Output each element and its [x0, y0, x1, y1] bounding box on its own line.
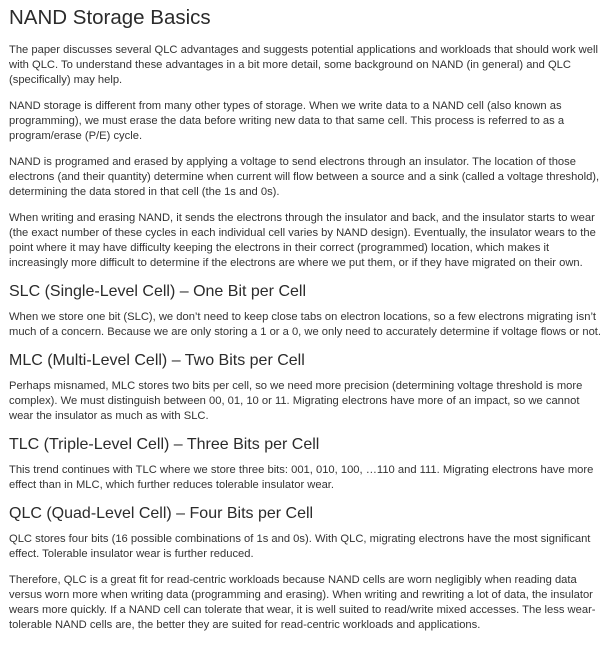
- intro-paragraph-1: The paper discusses several QLC advantages and suggests potential applications and workloads that should work well with QLC. To understand these advantages in a bit more detail, some background on NAND (in general) and QLC (specifically) may help.: [9, 44, 598, 86]
- section-tlc-paragraph: This trend continues with TLC where we store three bits: 001, 010, 100, …110 and 111. Migrating electrons have more effect than in MLC, which further reduces tolerable insulator wear.: [9, 464, 594, 491]
- section-heading-tlc: TLC (Triple-Level Cell) – Three Bits per Cell: [9, 436, 320, 453]
- page-title: NAND Storage Basics: [9, 6, 211, 29]
- section-mlc-paragraph: Perhaps misnamed, MLC stores two bits per cell, so we need more precision (determining voltage threshold is more complex). We must distinguish between 00, 01, 10 or 11. Migrating electrons have more of an impact, so we cannot wear the insulator as much as with SLC.: [9, 380, 583, 422]
- intro-paragraph-3: NAND is programed and erased by applying a voltage to send electrons through an insulator. The location of those electrons (and their quantity) determine when current will flow between a source and a sink (called a voltage threshold), determining the data stored in that cell (the 1s and 0s).: [9, 156, 600, 198]
- section-qlc-paragraph-2: Therefore, QLC is a great fit for read-centric workloads because NAND cells are worn negligibly when reading data versus worn more when writing data (programming and erasing). When writing and rewriting a lot of data, the insulator wears more quickly. If a NAND cell can tolerate that wear, it is well suited to read/write mixed accesses. The less wear-tolerable NAND cells are, the better they are suited for read-centric workloads and applications.: [9, 574, 596, 631]
- intro-paragraph-2: NAND storage is different from many other types of storage. When we write data to a NAND cell (also known as programming), we must erase the data before writing new data to that same cell. This process is referred to as a program/erase (P/E) cycle.: [9, 100, 565, 142]
- section-heading-slc: SLC (Single-Level Cell) – One Bit per Cell: [9, 283, 307, 300]
- section-slc-paragraph: When we store one bit (SLC), we don’t need to keep close tabs on electron locations, so a few electrons migrating isn’t much of a concern. Because we are only storing a 1 or a 0, we only need to accurately determine if voltage flows or not.: [9, 311, 602, 338]
- section-heading-qlc: QLC (Quad-Level Cell) – Four Bits per Cell: [9, 505, 314, 522]
- intro-paragraph-4: When writing and erasing NAND, it sends the electrons through the insulator and back, and the insulator starts to wear (the exact number of these cycles in each individual cell varies by NAND design). Eventually, the insulator wears to the point where it may have difficulty keeping the electrons in their correct (programmed) location, which makes it increasingly more difficult to determine if the electrons are where we put them, or if they have migrated on their own.: [9, 212, 596, 269]
- section-heading-mlc: MLC (Multi-Level Cell) – Two Bits per Cell: [9, 352, 305, 369]
- section-qlc-paragraph-1: QLC stores four bits (16 possible combinations of 1s and 0s). With QLC, migrating electrons have the most significant effect. Tolerable insulator wear is further reduced.: [9, 533, 591, 560]
